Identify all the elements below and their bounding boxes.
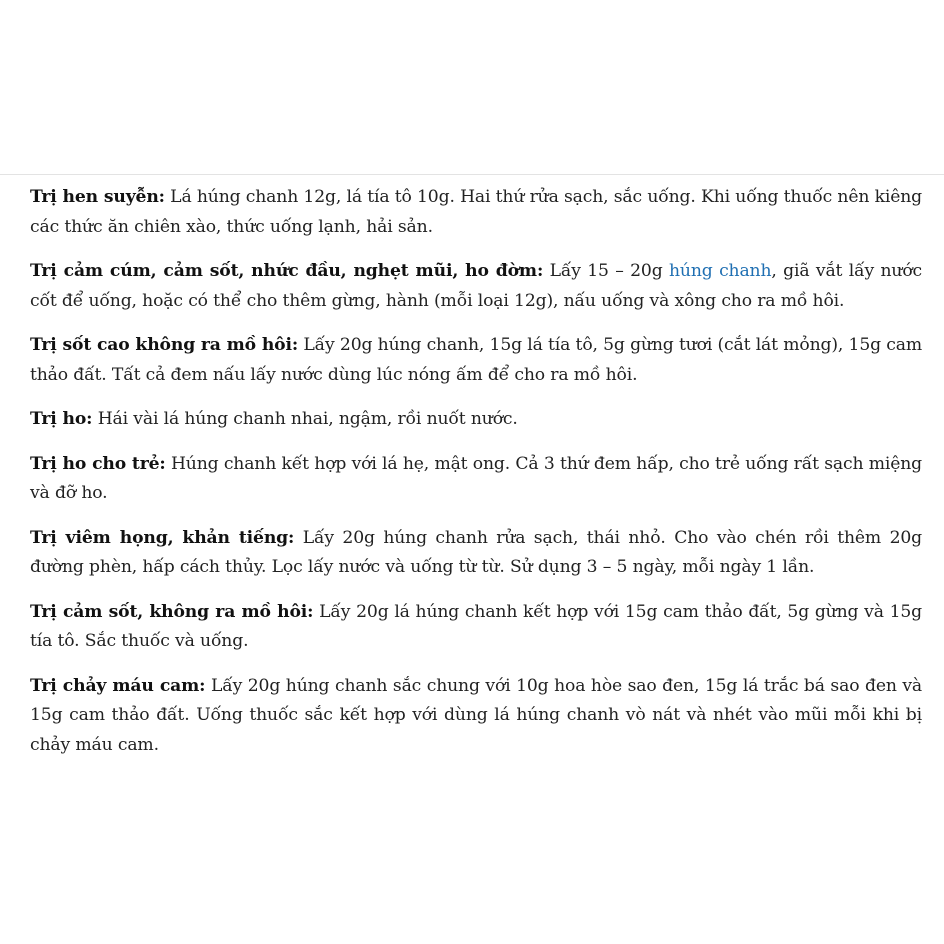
remedy-high-fever [30,331,922,390]
remedy-text: Hái vài lá húng chanh nhai, ngậm, rồi nuốt nước. [92,409,518,429]
remedy-text: Lá húng chanh 12g, lá tía tô 10g. Hai thứ rửa sạch, sắc uống. Khi uống thuốc nên kiêng các thức ăn chiên xào, thức uống lạnh, hải sản. [30,187,922,237]
remedy-heading: Trị chảy máu cam: [30,675,206,696]
remedy-sore-throat [30,524,922,583]
remedy-text: Lấy 20g húng chanh rửa sạch, thái nhỏ. Cho vào chén rồi thêm 20g đường phèn, hấp cách thủy. Lọc lấy nước và uống từ từ. Sử dụng 3 – 5 ngày, mỗi ngày 1 lần. [30,527,922,577]
remedy-text: Lấy 15 – 20g [543,261,670,281]
remedy-fever-no-sweat [30,598,922,657]
top-blank-area [0,0,944,175]
remedy-heading: Trị hen suyễn: [30,187,165,207]
remedy-text: Lấy 20g lá húng chanh kết hợp với 15g cam thảo đất, 5g gừng và 15g tía tô. Sắc thuốc và uống. [30,601,923,651]
hung-chanh-link[interactable]: húng chanh [669,261,772,281]
remedy-heading: Trị viêm họng, khản tiếng: [30,527,295,548]
remedy-flu [30,257,922,316]
remedy-child-cough [30,450,922,509]
remedy-text: Lấy 20g húng chanh sắc chung với 10g hoa hòe sao đen, 15g lá trắc bá sao đen và 15g cam thảo đất. Uống thuốc sắc kết hợp với dùng lá húng chanh vò nát và nhét vào mũi mỗi khi bị chảy máu cam. [30,675,923,755]
remedy-heading: Trị cảm sốt, không ra mồ hôi: [30,601,314,622]
article-body [30,183,922,775]
remedy-nosebleed [30,672,922,761]
remedy-text: Lấy 20g húng chanh, 15g lá tía tô, 5g gừng tươi (cắt lát mỏng), 15g cam thảo đất. Tất cả đem nấu lấy nước dùng lúc nóng ấm để cho ra mồ hôi. [30,335,922,385]
remedy-heading: Trị cảm cúm, cảm sốt, nhức đầu, nghẹt mũi, ho đờm: [30,261,544,281]
remedy-text: , giã vắt lấy nước cốt để uống, hoặc có thể cho thêm gừng, hành (mỗi loại 12g), nấu uống và xông cho ra mồ hôi. [30,261,922,311]
remedy-heading: Trị ho: [30,409,93,429]
remedy-heading: Trị sốt cao không ra mồ hôi: [30,335,299,355]
remedy-heading: Trị ho cho trẻ: [30,453,166,474]
remedy-text: Húng chanh kết hợp với lá hẹ, mật ong. Cả 3 thứ đem hấp, cho trẻ uống rất sạch miệng và đỡ ho. [30,453,922,503]
remedy-asthma [30,183,922,242]
remedy-cough [30,405,922,435]
